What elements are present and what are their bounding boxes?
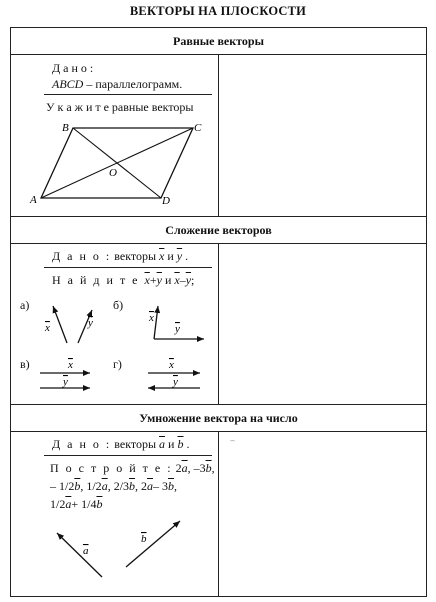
- point-label-o: O: [109, 167, 117, 179]
- section-header-vector-scaling: Умножение вектора на число: [139, 411, 298, 425]
- point-label-b: B: [62, 122, 69, 134]
- vector-scaling-figure: [40, 515, 210, 585]
- vector-x-arrow: [154, 306, 158, 339]
- section-header-vector-addition: Сложение векторов: [165, 223, 272, 237]
- vector-a-label: a: [83, 545, 89, 557]
- vector-x-label: x: [68, 359, 73, 371]
- vector-y-label: y: [63, 376, 68, 388]
- vector-y-label: y: [175, 323, 180, 335]
- vector-addition-figures: [12, 290, 217, 400]
- vector-y-label: y: [173, 376, 178, 388]
- point-label-a: A: [30, 194, 37, 206]
- vector-x-label: x: [149, 312, 154, 324]
- construct-line-3: $1/2\overline{a}+ 1/4\overline{b}$: [50, 497, 103, 511]
- vector-x-arrow: [53, 306, 67, 343]
- vector-b-symbol: $\overline{b}$: [177, 437, 184, 451]
- given-separator: [44, 94, 212, 95]
- vector-a-arrow: [57, 533, 102, 577]
- parallelogram-figure: [28, 118, 218, 210]
- case-label-c: в): [20, 357, 30, 371]
- page-title: ВЕКТОРЫ НА ПЛОСКОСТИ: [129, 4, 307, 18]
- point-label-c: C: [194, 122, 202, 134]
- construct-line-1: П о с т р о й т е : $2\overline{a}$, $-3\overline{b}$,: [50, 461, 215, 475]
- vector-x-label: x: [45, 322, 50, 334]
- vector-y-symbol: $\overline{y}$: [176, 249, 183, 263]
- given-vectors-ab: Д а н о : векторы $\overline{a}$ и $\overline{b}$ .: [52, 437, 190, 451]
- vector-b-arrow: [126, 521, 180, 567]
- vector-b-label: b: [141, 533, 147, 545]
- case-label-b: б): [113, 298, 124, 312]
- given-separator: [44, 267, 212, 268]
- given-label: Д а н о :: [52, 61, 94, 75]
- table-divider: [10, 216, 427, 217]
- construct-line-2: – $1/2\overline{b}$, $1/2\overline{a}$, $2/3\overline{b}$, $2\overline{a}-$ $3\overline{b}$,: [50, 479, 178, 493]
- vector-x-symbol: $\overline{x}$: [159, 249, 165, 263]
- case-label-d: г): [113, 357, 122, 371]
- vector-y-label: y: [88, 317, 93, 329]
- given-figure-type: – параллелограмм.: [83, 77, 183, 91]
- point-label-d: D: [162, 195, 170, 207]
- table-divider: [10, 404, 427, 405]
- stray-mark: [230, 440, 235, 444]
- vector-x-label: x: [169, 359, 174, 371]
- diagonal-bd: [73, 128, 161, 198]
- given-separator: [44, 455, 212, 456]
- column-divider: [218, 54, 219, 216]
- section-header-equal-vectors: Равные векторы: [173, 34, 264, 48]
- column-divider: [218, 431, 219, 597]
- column-divider: [218, 243, 219, 404]
- find-sum-difference: Н а й д и т е $\overline{x}+\overline{y}$ и $\overline{x}-\overline{y}$;: [52, 273, 195, 287]
- given-figure-name: ABCD: [52, 77, 84, 91]
- case-label-a: а): [20, 298, 30, 312]
- given-statement: [52, 77, 182, 92]
- vector-a-symbol: $\overline{a}$: [159, 437, 166, 451]
- task-text: У к а ж и т е равные векторы: [46, 100, 194, 114]
- given-vectors-xy: Д а н о : векторы $\overline{x}$ и $\overline{y}$ .: [52, 249, 189, 263]
